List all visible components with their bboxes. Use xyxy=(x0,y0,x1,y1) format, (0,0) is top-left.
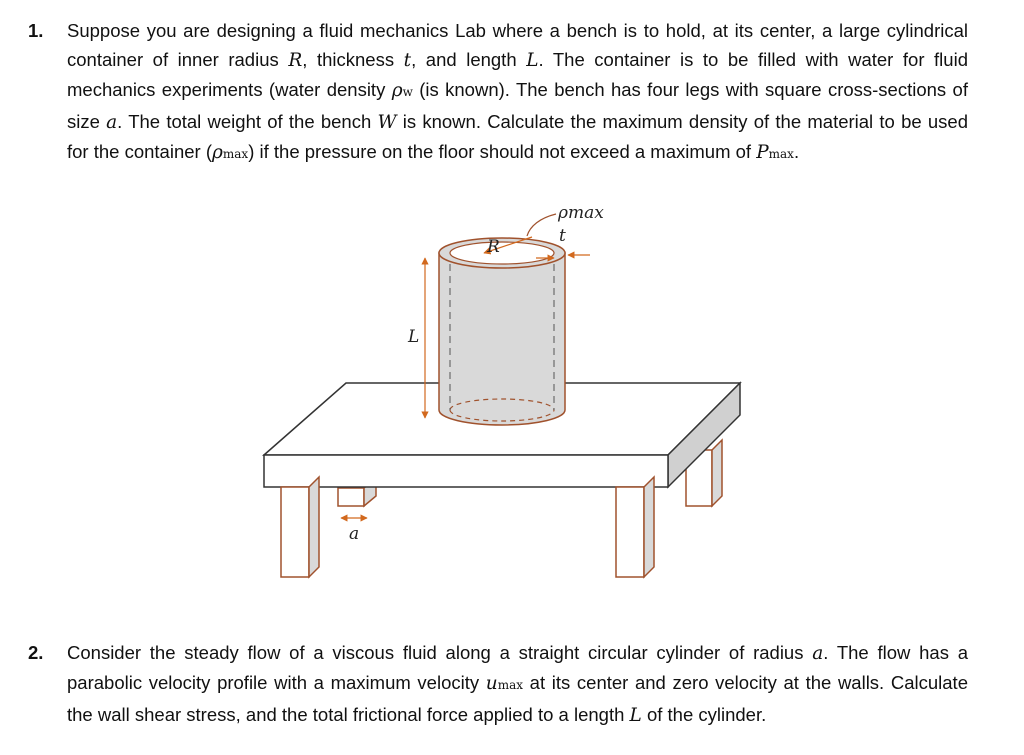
label-R: R xyxy=(487,237,500,257)
front-right-leg xyxy=(616,477,654,577)
symbol-a: a xyxy=(812,643,824,664)
symbol-R: R xyxy=(288,50,303,71)
subscript-max: max xyxy=(497,678,524,692)
cylindrical-container xyxy=(439,238,565,425)
front-left-leg xyxy=(281,477,319,577)
problem-statement: Consider the steady flow of a viscous fluid along a straight circular cylinder of radius a. The flow has a parabolic velocity profile with a maximum velocity umax at its center and zero velocity at the walls. Calculate the wall shear stress, and the total frictional force applied to a length L of the cylinder. xyxy=(67,642,968,726)
problem-statement: Suppose you are designing a fluid mechanics Lab where a bench is to hold, at its center, a large cylindrical container of inner radius R, thickness t, and length L. The container is to be filled with water for fluid mechanics experiments (water density ρw (is known). The bench has four legs with square cross-sections of size a. The total weight of the bench W is known. Calculate the maximum density of the material to be used for the container (ρmax) if the pressure on the floor should not exceed a maximum of Pmax. xyxy=(67,20,968,163)
subscript-w: w xyxy=(402,85,413,99)
symbol-u: u xyxy=(485,673,498,694)
symbol-P: P xyxy=(756,142,769,163)
symbol-L: L xyxy=(629,705,642,726)
subscript-max: max xyxy=(222,147,249,161)
label-L: L xyxy=(408,327,420,347)
symbol-rho-max: ρ xyxy=(212,142,223,163)
problem-number: 2. xyxy=(28,642,44,663)
symbol-t: t xyxy=(403,50,412,71)
subscript-max: max xyxy=(768,147,794,161)
rho-max-pointer xyxy=(527,214,556,236)
symbol-a: a xyxy=(106,112,118,133)
problem-2 xyxy=(28,638,968,730)
problem-1 xyxy=(28,16,968,169)
symbol-L: L xyxy=(526,50,539,71)
label-t: t xyxy=(559,226,566,246)
bench-container-diagram xyxy=(0,190,1024,600)
problem-number: 1. xyxy=(28,20,44,41)
label-a: a xyxy=(349,524,360,544)
label-rho-max: ρmax xyxy=(558,203,604,223)
symbol-W: W xyxy=(377,112,397,133)
symbol-rho: ρ xyxy=(391,80,403,101)
